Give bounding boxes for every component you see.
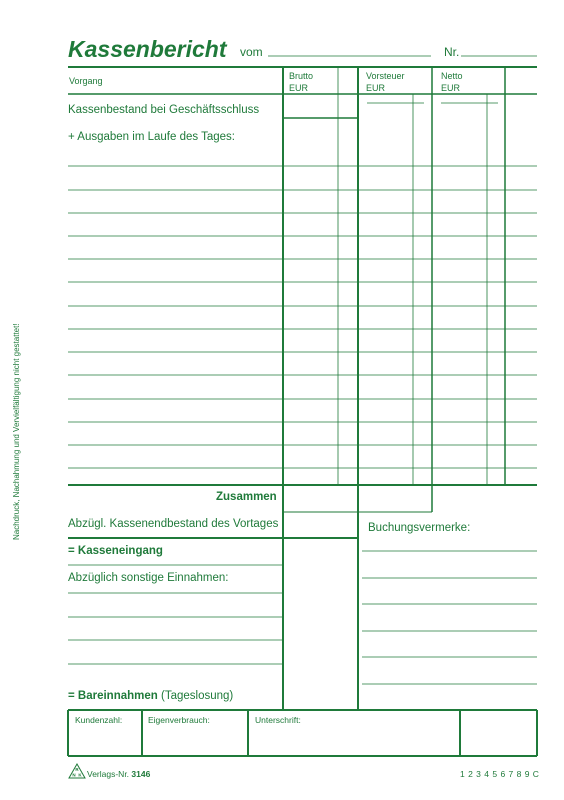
column-unit-vorsteuer: EUR — [366, 83, 386, 93]
svg-text:N: N — [72, 772, 76, 778]
column-unit-netto: EUR — [441, 83, 461, 93]
nr-label: Nr. — [444, 45, 460, 59]
publisher-logo — [68, 763, 86, 779]
print-run-numbers: 1 2 3 4 5 6 7 8 9 C — [460, 769, 540, 779]
row-label-ausgaben: + Ausgaben im Laufe des Tages: — [68, 131, 235, 143]
unterschrift-label: Unterschrift: — [255, 715, 301, 725]
row-label-kassenbestand: Kassenbestand bei Geschäftsschluss — [68, 104, 260, 116]
verlags-prefix: Verlags-Nr. — [87, 769, 130, 779]
buchungsvermerke-label: Buchungsvermerke: — [368, 522, 471, 534]
vom-label: vom — [240, 45, 263, 59]
unterschrift-box[interactable] — [250, 712, 459, 755]
nr-field[interactable] — [461, 44, 537, 56]
verlags-number — [87, 769, 150, 779]
column-header-netto: Netto — [441, 71, 463, 81]
svg-text:K: K — [78, 772, 82, 778]
bareinnahmen-suffix: (Tageslosung) — [161, 690, 234, 702]
column-unit-brutto: EUR — [289, 83, 309, 93]
eigenverbrauch-label: Eigenverbrauch: — [148, 715, 210, 725]
row-label-bareinnahmen — [68, 690, 233, 702]
svg-text:R: R — [75, 767, 79, 772]
kundenzahl-label: Kundenzahl: — [75, 715, 123, 725]
column-header-vorgang: Vorgang — [69, 76, 103, 86]
verlags-nr-value: 3146 — [131, 769, 151, 779]
copyright-notice: Nachdruck, Nachahmung und Vervielfältigung nicht gestattet! — [12, 323, 21, 540]
column-header-brutto: Brutto — [289, 71, 314, 81]
column-header-vorsteuer: Vorsteuer — [366, 71, 405, 81]
rnk-logo-icon — [68, 763, 86, 779]
row-label-zusammen: Zusammen — [216, 491, 277, 503]
bareinnahmen-bold-label: = Bareinnahmen — [68, 690, 158, 702]
vom-field[interactable] — [268, 44, 431, 56]
row-label-abzueglich-sonstige: Abzüglich sonstige Einnahmen: — [68, 572, 229, 584]
eigenverbrauch-box[interactable] — [143, 712, 247, 755]
row-label-abzuegl-kassenendbestand: Abzügl. Kassenendbestand des Vortages — [68, 518, 279, 530]
kundenzahl-box[interactable] — [70, 712, 141, 755]
form-title: Kassenbericht — [68, 36, 227, 62]
row-label-kasseneingang: = Kasseneingang — [68, 545, 163, 557]
